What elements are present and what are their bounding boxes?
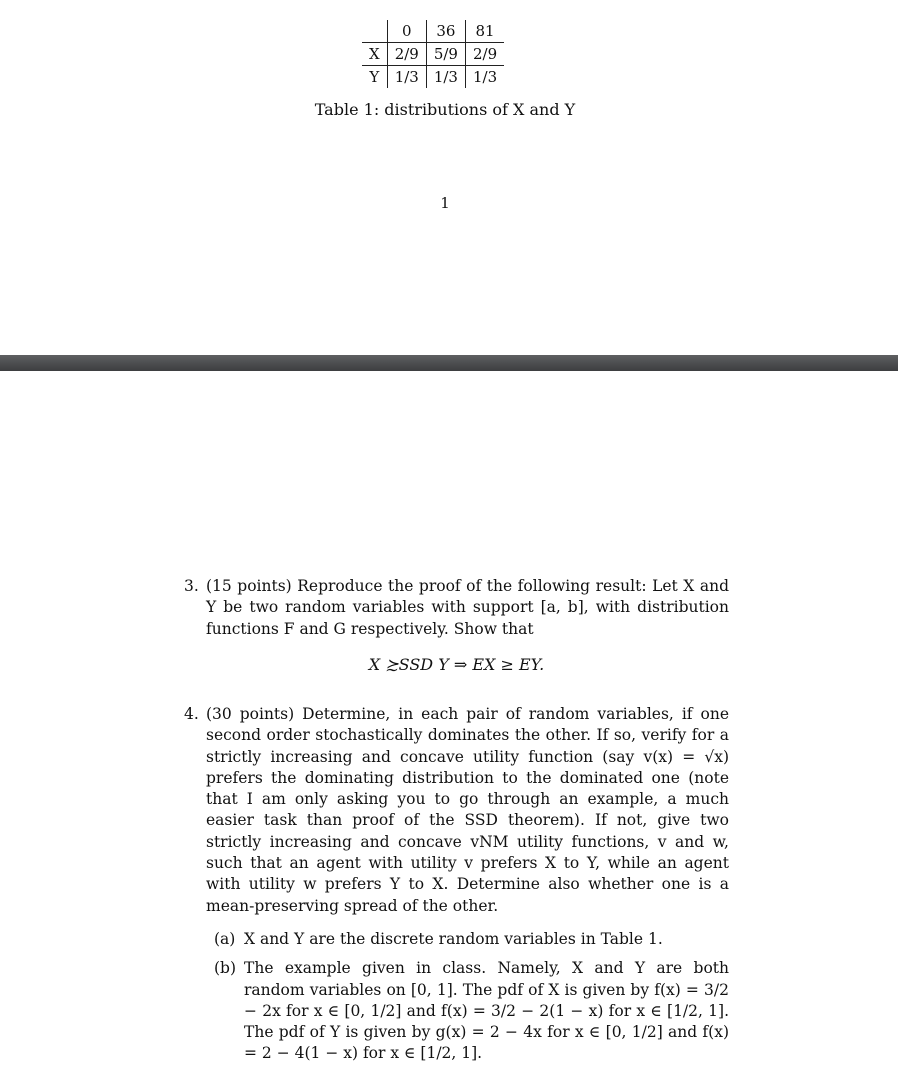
table-cell: 36 (426, 20, 465, 43)
problem-text: (30 points) Determine, in each pair of random variables, if one second order stochastically dominates the other. If so, verify for a strictly increasing and concave utility function (say v(x) = √x) prefers the dominating distribution to the dominated one (note that I am only asking you to go through an example, a much easier task than proof of the SSD theorem). If not, give two strictly increasing and concave vNM utility functions, v and w, such that an agent with utility v prefers X to Y, while an agent with utility w prefers Y to X. Determine also whether one is a mean-preserving spread of the other. (206, 705, 729, 915)
page-1 (0, 0, 898, 355)
sub-part-text: X and Y are the discrete random variables in Table 1. (244, 929, 663, 948)
sub-part-a (214, 929, 729, 950)
problem-text: (15 points) Reproduce the proof of the following result: Let X and Y be two random variables with support [a, b], with distribution functions F and G respectively. Show that (206, 577, 729, 638)
table-cell: 0 (387, 20, 426, 43)
table-cell: 81 (465, 20, 504, 43)
problem-number: 4. (184, 705, 199, 723)
display-formula: X ≿SSD Y ⇒ EX ≥ EY. (368, 654, 545, 674)
table-row (362, 43, 504, 66)
table-cell: X (362, 43, 387, 66)
table-cell: 2/9 (465, 43, 504, 66)
table-row (362, 66, 504, 89)
sub-part-text: The example given in class. Namely, X and Y are both random variables on [0, 1]. The pdf of X is given by f(x) = 3/2 − 2x for x ∈ [0, 1/2] and f(x) = 3/2 − 2(1 − x) for x ∈ [1/2, 1]. The pdf of Y is given by g(x) = 2 − 4x for x ∈ [0, 1/2] and f(x) = 2 − 4(1 − x) for x ∈ [1/2, 1]. (244, 959, 729, 1063)
problem-3 (184, 576, 729, 675)
sub-part-label: (b) (214, 959, 237, 978)
table-cell: 1/3 (426, 66, 465, 89)
page-divider (0, 355, 898, 371)
table-cell: Y (362, 66, 387, 89)
problem-number: 3. (184, 577, 199, 595)
table-cell (362, 20, 387, 43)
distribution-table (362, 20, 504, 88)
table-cell: 1/3 (465, 66, 504, 89)
table-header-row (362, 20, 504, 43)
sub-part-label: (a) (214, 929, 236, 948)
table-caption: Table 1: distributions of X and Y (314, 100, 576, 119)
sub-part-b (214, 958, 729, 1064)
table-cell: 1/3 (387, 66, 426, 89)
page-2 (0, 371, 898, 1070)
table-cell: 5/9 (426, 43, 465, 66)
problem-4 (184, 704, 729, 1065)
table-cell: 2/9 (387, 43, 426, 66)
page-number: 1 (440, 194, 450, 212)
